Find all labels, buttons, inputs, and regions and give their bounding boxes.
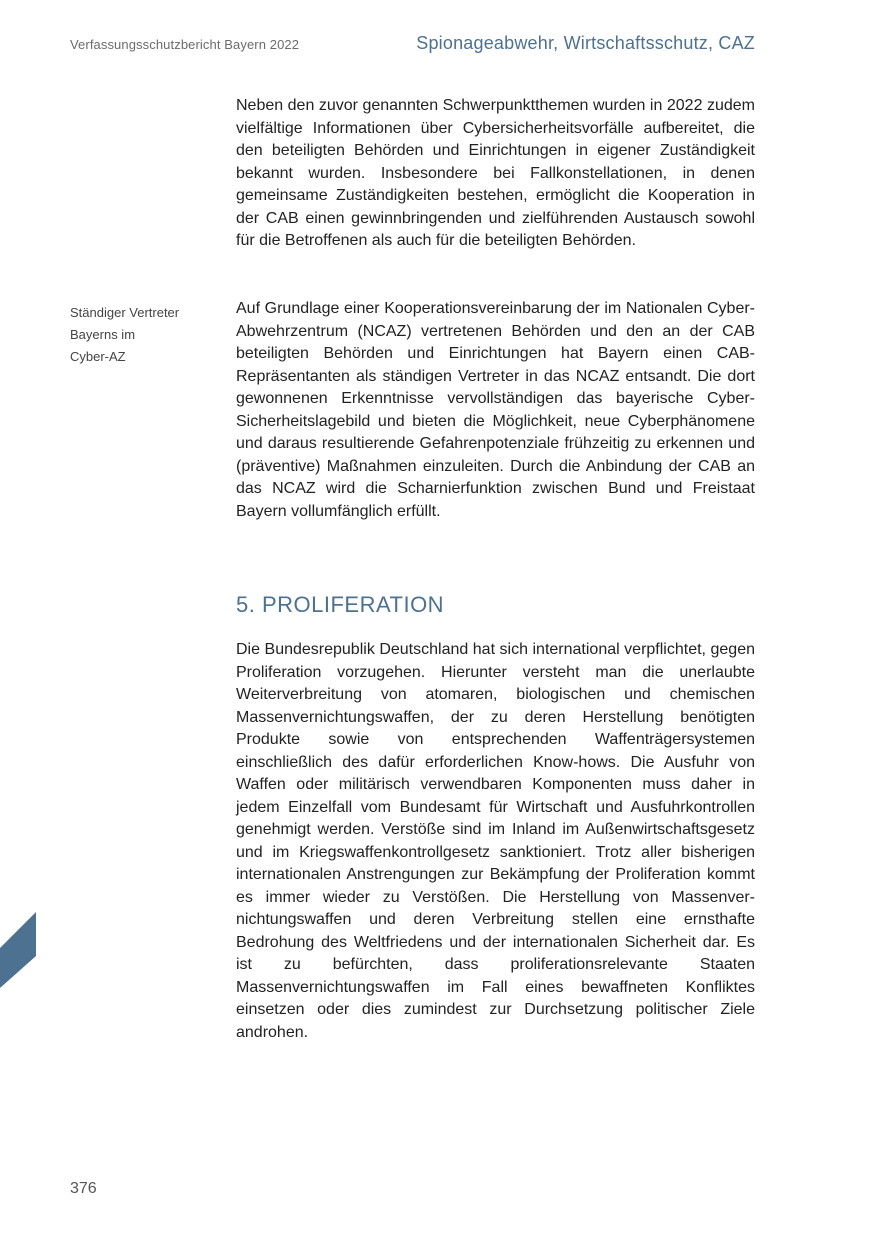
paragraph-text: Auf Grundlage einer Kooperationsvereinbarung der im Nationalen Cyber-Abwehrzentrum (NCAZ) vertretenen Behörden und den an der CAB beteiligten Behörden und Einrichtungen hat Bayern einen CAB-Repräsentanten als ständigen Vertreter in das NCAZ entsandt. Die dort gewonnenen Erkenntnisse vervollständigen das bayerische Cyber-Sicherheitslagebild und bieten die Möglichkeit, neue Cyberphänomene und daraus resultierende Gefahrenpotenziale frühzeitig zu erkennen und (präventive) Maßnahmen einzuleiten. Durch die Anbindung der CAB an das NCAZ wird die Scharnierfunktion zwischen Bund und Freistaat Bayern vollumfänglich erfüllt. — [236, 300, 755, 520]
body-paragraph-cyber-incidents — [236, 95, 755, 253]
running-header-left: Verfassungsschutzbericht Bayern 2022 — [70, 37, 300, 52]
margin-note-line: Cyber-AZ — [70, 349, 126, 364]
body-paragraph-ncaz — [236, 298, 755, 523]
paragraph-text: Die Bundesrepublik Deutschland hat sich international verpflichtet, gegen Proliferation vorzugehen. Hierunter versteht man die unerlaubte Weiterverbreitung von atomaren, biologischen und chemischen Massenvernichtungswaffen, der zu deren Herstellung benötigten Produkte sowie von entsprechenden Waffenträgersystemen einschließlich des dafür erforderlichen Know-hows. Die Ausfuhr von Waffen oder militärisch verwendbaren Komponenten muss daher in jedem Einzelfall vom Bundesamt für Wirtschaft und Ausfuhrkontrollen genehmigt werden. Verstöße sind im Inland im Außenwirtschaftsgesetz und im Kriegswaffenkontrollgesetz sanktioniert. Trotz aller bisherigen internationalen Anstrengungen zur Bekämpfung der Proliferation kommt es immer wieder zu Verstößen. Die Herstellung von Massenvernichtungswaffen und deren Verbreitung stellen eine ernsthafte Bedrohung des Weltfriedens und der internationalen Sicherheit dar. Es ist zu befürchten, dass proliferationsrelevante Staaten Massenvernichtungswaffen im Fall eines bewaffneten Konfliktes einsetzen oder dies zumindest zur Durchsetzung politischer Ziele androhen. — [236, 641, 755, 1041]
section-heading: 5. PROLIFERATION — [236, 592, 445, 617]
chapter-marker-icon — [0, 912, 36, 988]
margin-note — [70, 302, 220, 368]
paragraph-text: Neben den zuvor genannten Schwerpunktthemen wurden in 2022 zudem vielfältige Informationen über Cybersicherheitsvorfälle aufbereitet, die den beteiligten Behörden und Einrichtungen in eigener Zuständigkeit bekannt wurden. Insbesondere bei Fallkonstellationen, in denen gemeinsame Zuständigkeiten bestehen, ermöglicht die Kooperation in der CAB einen gewinnbringenden und zielführenden Austausch sowohl für die Betroffenen als auch für die beteiligten Behörden. — [236, 97, 755, 249]
margin-note-line: Bayerns im — [70, 327, 136, 342]
margin-note-line: Ständiger Vertreter — [70, 305, 180, 320]
body-paragraph-proliferation — [236, 639, 755, 1044]
running-header-right: Spionageabwehr, Wirtschaftsschutz, CAZ — [416, 33, 755, 53]
page-number: 376 — [70, 1180, 97, 1197]
